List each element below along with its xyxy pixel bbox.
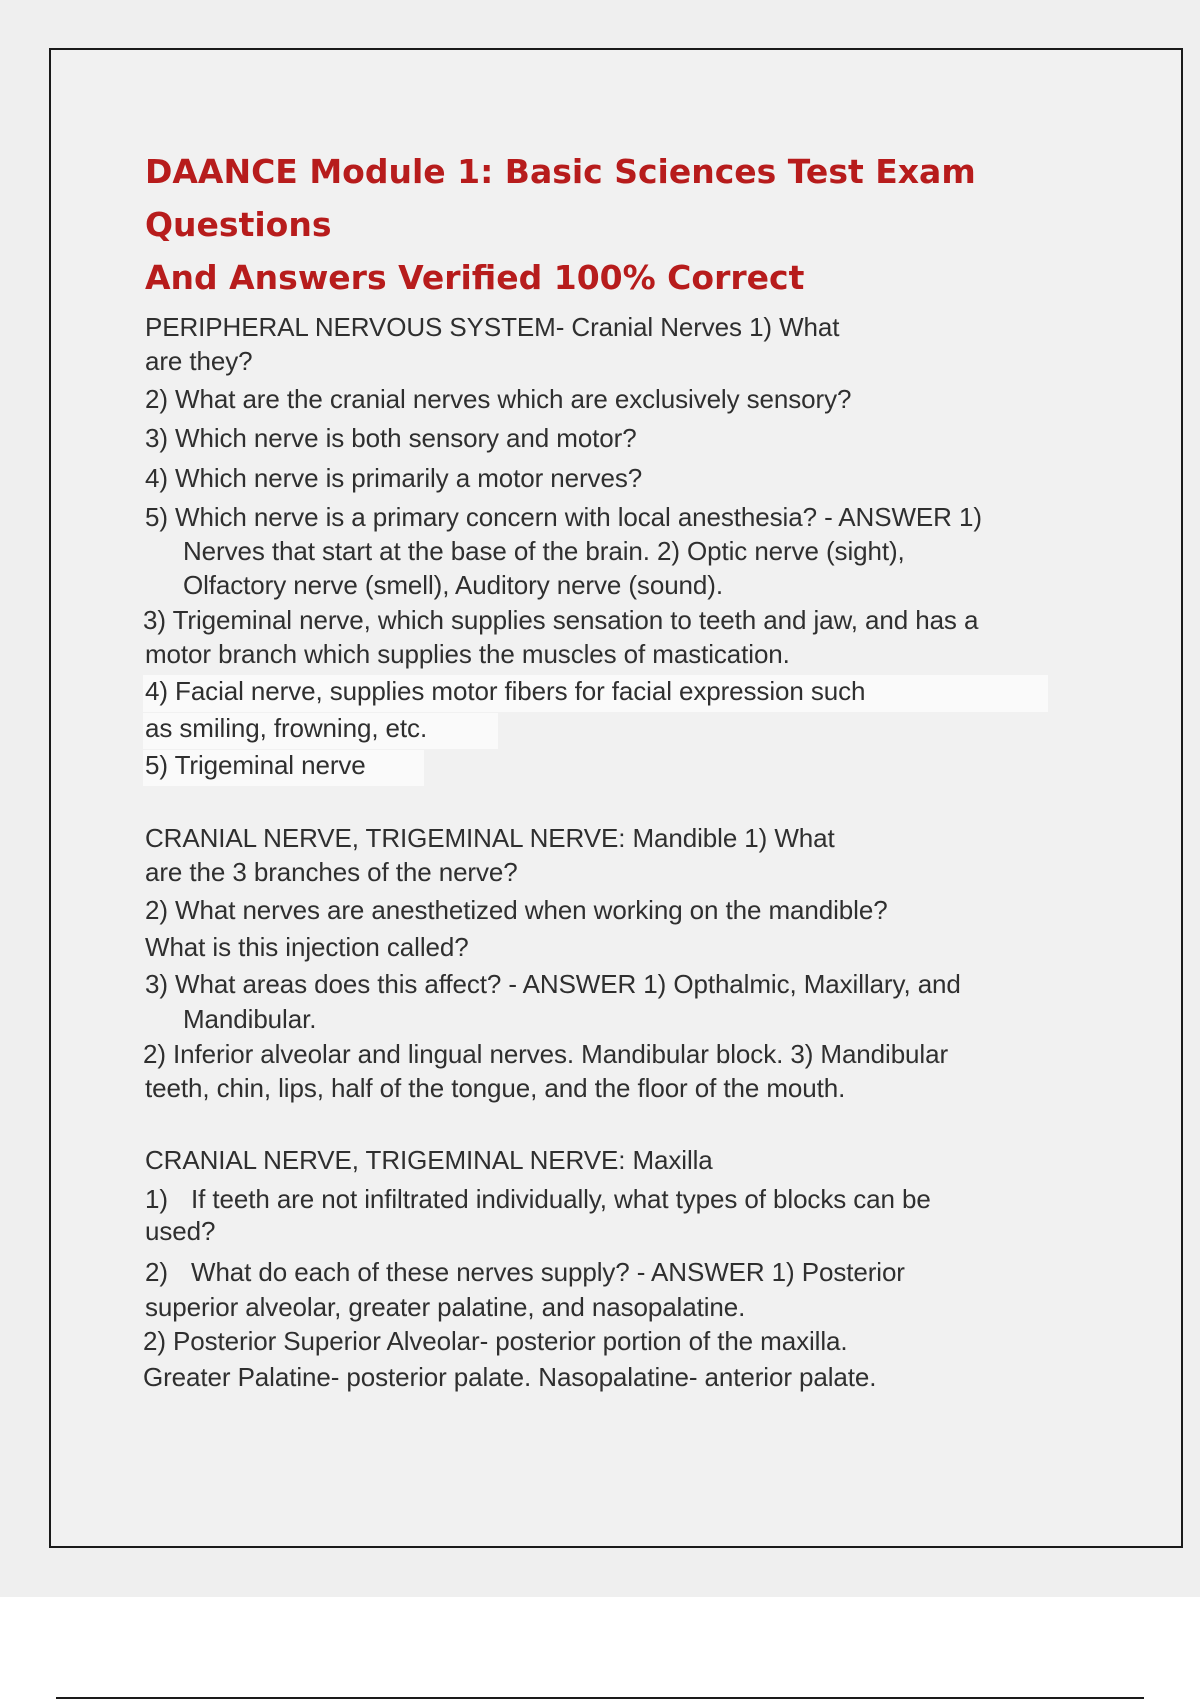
section2-line: 2) Inferior alveolar and lingual nerves. Mandibular block. 3) Mandibular bbox=[143, 1039, 949, 1069]
section1-line: are they? bbox=[145, 346, 253, 376]
section3-line: Greater Palatine- posterior palate. Nasopalatine- anterior palate. bbox=[143, 1362, 877, 1392]
list-number: 2) bbox=[145, 1257, 168, 1287]
section3-numbered-line bbox=[145, 1184, 931, 1215]
section3-line: CRANIAL NERVE, TRIGEMINAL NERVE: Maxilla bbox=[145, 1145, 713, 1175]
section1-line: 2) What are the cranial nerves which are exclusively sensory? bbox=[145, 384, 852, 414]
section2-line: 3) What areas does this affect? - ANSWER 1) Opthalmic, Maxillary, and bbox=[145, 969, 961, 999]
title-line-2: And Answers Verified 100% Correct bbox=[145, 258, 805, 297]
section1-line: PERIPHERAL NERVOUS SYSTEM- Cranial Nerves 1) What bbox=[145, 312, 840, 342]
section2-line: CRANIAL NERVE, TRIGEMINAL NERVE: Mandible 1) What bbox=[145, 823, 835, 853]
document-title bbox=[145, 145, 1105, 304]
title-line-1: DAANCE Module 1: Basic Sciences Test Exam Questions bbox=[145, 152, 976, 244]
section1-line: 3) Trigeminal nerve, which supplies sensation to teeth and jaw, and has a bbox=[143, 605, 979, 635]
section1-line: 4) Facial nerve, supplies motor fibers for facial expression such bbox=[145, 676, 866, 706]
section3-line: used? bbox=[145, 1216, 216, 1246]
section1-line: 3) Which nerve is both sensory and motor? bbox=[145, 423, 637, 453]
section1-line: 5) Which nerve is a primary concern with local anesthesia? - ANSWER 1) bbox=[145, 502, 982, 532]
section1-line: 5) Trigeminal nerve bbox=[145, 750, 366, 780]
list-number: 1) bbox=[145, 1184, 168, 1214]
section2-line: Mandibular. bbox=[183, 1004, 317, 1034]
section1-line: 4) Which nerve is primarily a motor nerves? bbox=[145, 463, 643, 493]
section1-line: Olfactory nerve (smell), Auditory nerve (sound). bbox=[183, 570, 723, 600]
section3-line: If teeth are not infiltrated individually, what types of blocks can be bbox=[191, 1184, 931, 1214]
section3-numbered-line bbox=[145, 1257, 905, 1288]
section3-line: 2) Posterior Superior Alveolar- posterior portion of the maxilla. bbox=[143, 1326, 848, 1356]
page-gap bbox=[0, 1597, 1200, 1700]
section2-line: teeth, chin, lips, half of the tongue, and the floor of the mouth. bbox=[145, 1073, 846, 1103]
section2-line: 2) What nerves are anesthetized when working on the mandible? bbox=[145, 895, 888, 925]
section2-line: What is this injection called? bbox=[145, 932, 469, 962]
section1-line: as smiling, frowning, etc. bbox=[145, 713, 428, 743]
section1-line: Nerves that start at the base of the brain. 2) Optic nerve (sight), bbox=[183, 536, 905, 566]
section3-line: superior alveolar, greater palatine, and nasopalatine. bbox=[145, 1292, 746, 1322]
section2-line: are the 3 branches of the nerve? bbox=[145, 857, 518, 887]
section3-line: What do each of these nerves supply? - ANSWER 1) Posterior bbox=[191, 1257, 905, 1287]
section1-line: motor branch which supplies the muscles of mastication. bbox=[145, 639, 790, 669]
next-page-top-border bbox=[56, 1697, 1144, 1699]
